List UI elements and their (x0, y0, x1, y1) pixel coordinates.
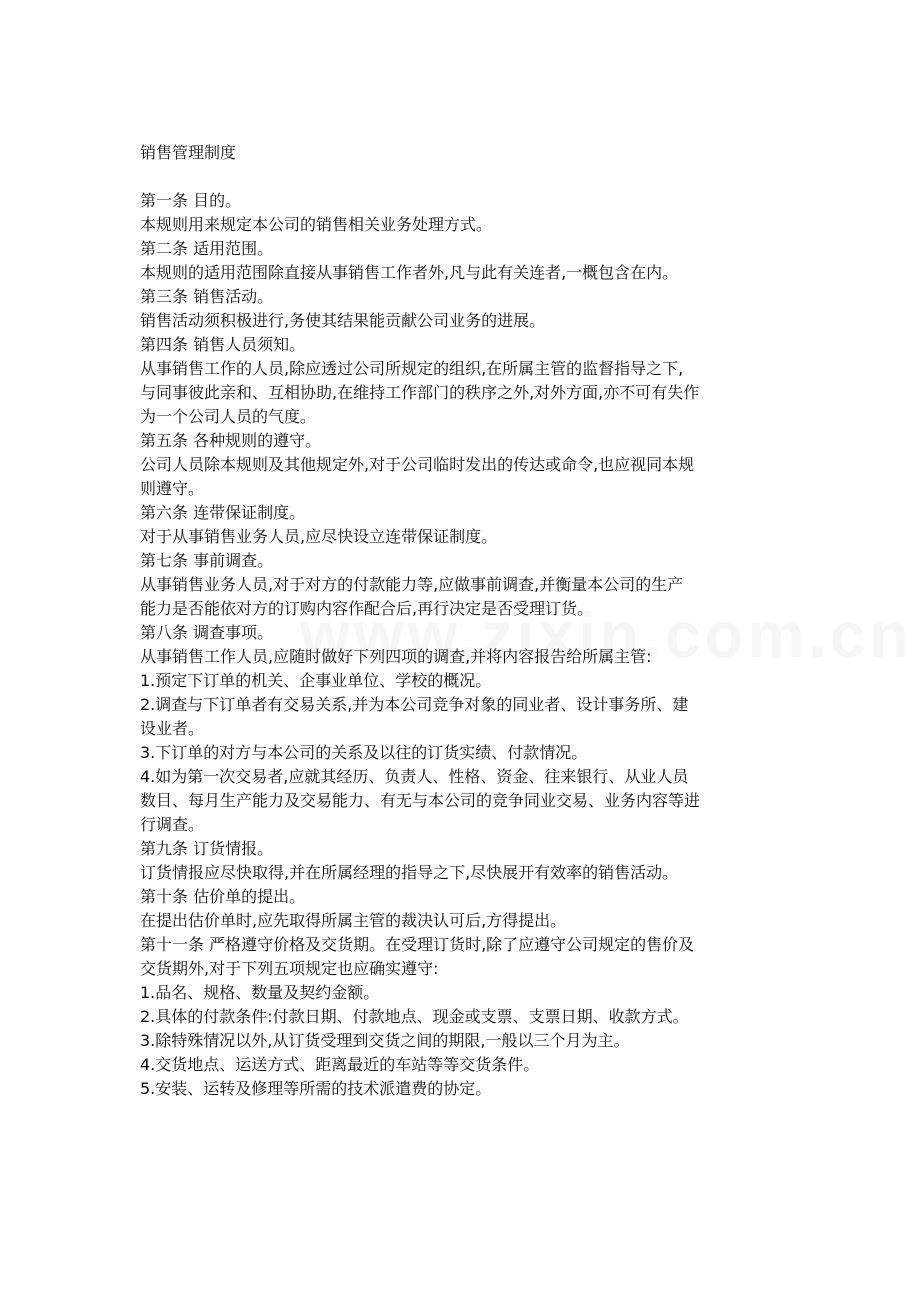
text-line: 第三条 销售活动。 (140, 287, 274, 306)
document-body (140, 189, 800, 1101)
text-line: 销售活动须积极进行,务使其结果能贡献公司业务的进展。 (140, 311, 546, 330)
text-line: 第五条 各种规则的遵守。 (140, 431, 322, 450)
text-line: 第十一条 严格遵守价格及交货期。在受理订货时,除了应遵守公司规定的售价及 (140, 935, 695, 954)
text-line: 订货情报应尽快取得,并在所属经理的指导之下,尽快展开有效率的销售活动。 (140, 863, 679, 882)
text-line: 本规则的适用范围除直接从事销售工作者外,凡与此有关连者,一概包含在内。 (140, 263, 679, 282)
text-line: 交货期外,对于下列五项规定也应确实遵守: (140, 959, 439, 978)
text-line: 3.下订单的对方与本公司的关系及以往的订货实绩、付款情况。 (140, 743, 588, 762)
text-line: 第八条 调查事项。 (140, 623, 274, 642)
text-line: 本规则用来规定本公司的销售相关业务处理方式。 (140, 215, 493, 234)
text-line: 行调查。 (140, 815, 205, 834)
text-line: 1.品名、规格、数量及契约金额。 (140, 983, 380, 1002)
text-line: 从事销售工作的人员,除应透过公司所规定的组织,在所属主管的监督指导之下, (140, 359, 684, 378)
text-line: 第十条 估价单的提出。 (140, 887, 306, 906)
text-line: 第一条 目的。 (140, 191, 242, 210)
text-line: 与同事彼此亲和、互相协助,在维持工作部门的秩序之外,对外方面,亦不可有失作 (140, 383, 700, 402)
text-line: 设业者。 (140, 719, 205, 738)
text-line: 公司人员除本规则及其他规定外,对于公司临时发出的传达或命令,也应视同本规 (140, 455, 695, 474)
document-title: 销售管理制度 (140, 143, 237, 162)
text-line: 为一个公司人员的气度。 (140, 407, 317, 426)
text-line: 1.预定下订单的机关、企事业单位、学校的概况。 (140, 671, 492, 690)
text-line: 数目、每月生产能力及交易能力、有无与本公司的竞争同业交易、业务内容等进 (140, 791, 701, 810)
text-line: 则遵守。 (140, 479, 205, 498)
text-line: 第九条 订货情报。 (140, 839, 274, 858)
text-line: 5.安装、运转及修理等所需的技术派遣费的协定。 (140, 1079, 492, 1098)
text-line: 对于从事销售业务人员,应尽快设立连带保证制度。 (140, 527, 498, 546)
text-line: 3.除特殊情况以外,从订货受理到交货之间的期限,一般以三个月为主。 (140, 1031, 630, 1050)
text-line: 第六条 连带保证制度。 (140, 503, 306, 522)
text-line: 从事销售工作人员,应随时做好下列四项的调查,并将内容报告给所属主管: (140, 647, 652, 666)
text-line: 4.交货地点、运送方式、距离最近的车站等等交货条件。 (140, 1055, 540, 1074)
text-line: 2.调查与下订单者有交易关系,并为本公司竞争对象的同业者、设计事务所、建 (140, 695, 689, 714)
text-line: 第四条 销售人员须知。 (140, 335, 306, 354)
text-line: 4.如为第一次交易者,应就其经历、负责人、性格、资金、往来银行、从业人员 (140, 767, 689, 786)
text-line: 第二条 适用范围。 (140, 239, 274, 258)
text-line: 能力是否能依对方的订购内容作配合后,再行决定是否受理订货。 (140, 599, 594, 618)
text-line: 2.具体的付款条件:付款日期、付款地点、现金或支票、支票日期、收款方式。 (140, 1007, 689, 1026)
text-line: 第七条 事前调查。 (140, 551, 274, 570)
text-line: 在提出估价单时,应先取得所属主管的裁决认可后,方得提出。 (140, 911, 567, 930)
text-line: 从事销售业务人员,对于对方的付款能力等,应做事前调查,并衡量本公司的生产 (140, 575, 684, 594)
